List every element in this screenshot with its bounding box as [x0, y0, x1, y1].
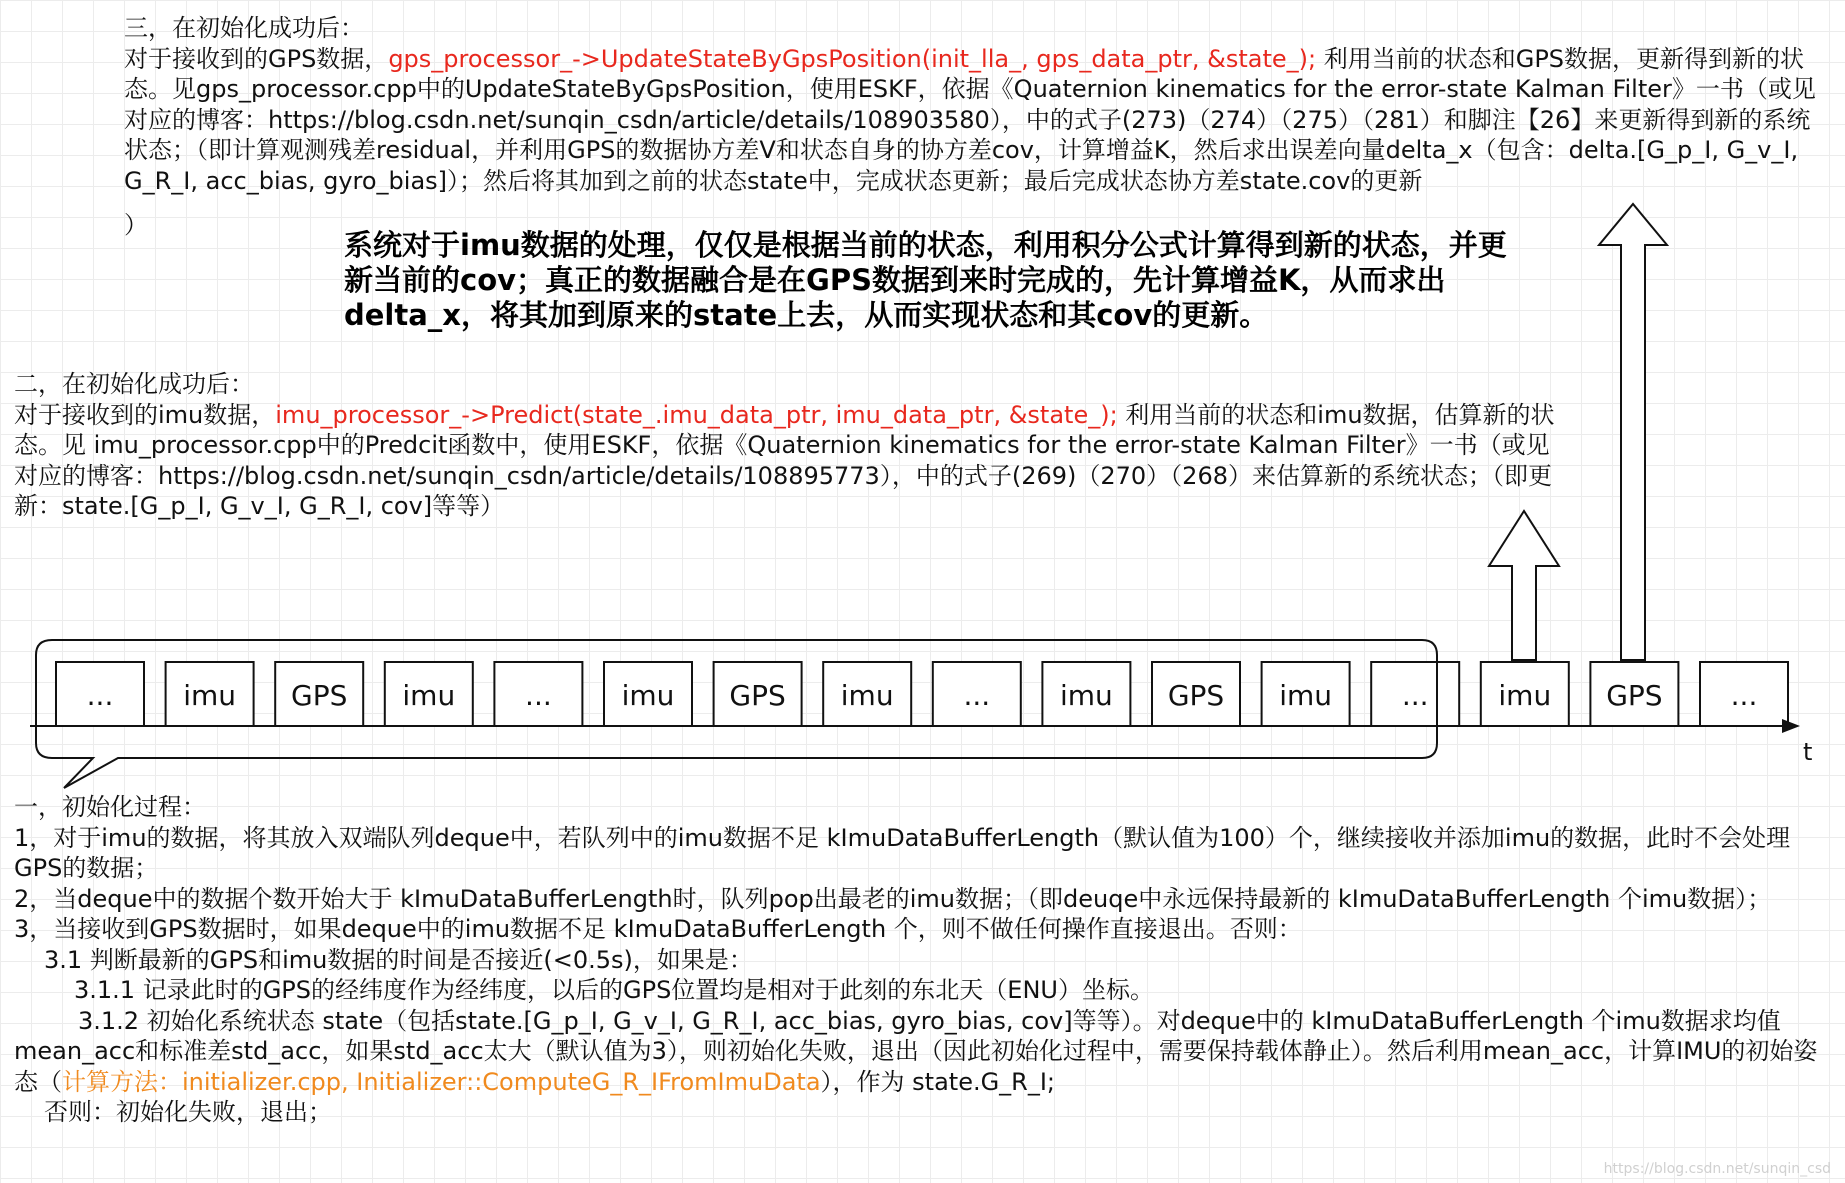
- imu-predict-arrow: [1489, 511, 1559, 660]
- gps-update-arrow: [1599, 204, 1667, 660]
- timeline-cell-label: imu: [1498, 679, 1552, 712]
- section3-body: 利用当前的状态和GPS数据，更新得到新的状态。见gps_processor.cpp中的UpdateStateByGpsPosition，使用ESKF，依据《Quaternion kinematics for the error-state Kalman Filter》一书（或见对应的博客：https://blog.csdn.net/sunqin_csdn/article/details/108903580），中的式子(273)（274）（275）（281）和脚注【26】来更新得到新的系统状态；（即计算观测残差residual，并利用GPS的数据协方差V和状态自身的协方差cov，计算增益K，然后求出误差向量delta_x（包含：delta.[G_p_I, G_v_I, G_R_I, acc_bias, gyro_bias]）；然后将其加到之前的状态state中，完成状态更新；最后完成状态协方差state.cov的更新: [124, 44, 1816, 195]
- timeline-cell-label: ...: [1730, 679, 1758, 712]
- timeline-cell-label: imu: [840, 679, 894, 712]
- section1-item-3: 3，当接收到GPS数据时，如果deque中的imu数据不足 kImuDataBufferLength 个，则不做任何操作直接退出。否则：: [14, 915, 1302, 943]
- timeline-cell-label: imu: [183, 679, 237, 712]
- watermark: https://blog.csdn.net/sunqin_csd: [1603, 1161, 1831, 1177]
- section1-item-3-1-2-text-b: ），作为 state.G_R_I;: [820, 1067, 1056, 1096]
- timeline-cell-label: GPS: [729, 679, 786, 712]
- section1-item-3-1-2-code: 计算方法：initializer.cpp, Initializer::ComputeG_R_IFromImuData: [62, 1067, 821, 1096]
- section1-heading: 一，初始化过程：: [14, 793, 206, 821]
- time-axis-arrowhead: [1782, 719, 1800, 733]
- timeline-cell-label: ...: [525, 679, 552, 712]
- section2-heading: 二，在初始化成功后：: [14, 370, 254, 398]
- section3-closing: ）: [124, 211, 148, 239]
- section3-lead: 对于接收到的GPS数据，: [124, 44, 389, 73]
- timeline-cell-label: GPS: [1606, 679, 1663, 712]
- section1-text: [14, 792, 1832, 1128]
- section1-item-2: 2，当deque中的数据个数开始大于 kImuDataBufferLength时，队列pop出最老的imu数据；（即deuqe中永远保持最新的 kImuDataBufferLength 个imu数据）；: [14, 884, 1772, 913]
- section3-heading: 三，在初始化成功后：: [124, 14, 364, 42]
- section2-code: imu_processor_->Predict(state_.imu_data_ptr, imu_data_ptr, &state_);: [275, 400, 1118, 429]
- section1-item-1: 1，对于imu的数据，将其放入双端队列deque中，若队列中的imu数据不足 kImuDataBufferLength（默认值为100）个，继续接收并添加imu的数据，此时不会处理GPS的数据；: [14, 823, 1791, 882]
- section3-code: gps_processor_->UpdateStateByGpsPosition(init_lla_, gps_data_ptr, &state_);: [388, 44, 1317, 73]
- timeline-cell-label: imu: [1059, 679, 1113, 712]
- section1-item-3-1-2-text-a: 3.1.2 初始化系统状态 state（包括state.[G_p_I, G_v_I, G_R_I, acc_bias, gyro_bias, cov]等等）。对deque中的 kImuDataBufferLength 个imu数据求均值mean_acc和标准差std_acc，如果std_acc太大（默认值为3），则初始化失败，退出（因此初始化过程中，需要保持载体静止）。然后利用mean_acc，计算IMU的初始姿态（: [14, 1006, 1818, 1096]
- time-axis-label: t: [1803, 738, 1813, 766]
- section1-item-3-1: 3.1 判断最新的GPS和imu数据的时间是否接近(<0.5s)，如果是：: [44, 945, 753, 974]
- summary-text: 系统对于imu数据的处理，仅仅是根据当前的状态，利用积分公式计算得到新的状态，并更新当前的cov；真正的数据融合是在GPS数据到来时完成的，先计算增益K，从而求出delta_x，将其加到原来的state上去，从而实现状态和其cov的更新。: [344, 228, 1507, 332]
- timeline-cell-label: ...: [86, 679, 114, 712]
- timeline-cells: [56, 662, 1788, 726]
- timeline-cell-label: imu: [621, 679, 675, 712]
- timeline-cell-label: GPS: [291, 679, 348, 712]
- timeline-cell-label: ...: [1401, 679, 1429, 712]
- timeline-cell-label: imu: [402, 679, 456, 712]
- section1-else: 否则：初始化失败，退出；: [44, 1098, 332, 1126]
- section1-item-3-1-1: 3.1.1 记录此时的GPS的经纬度作为经纬度，以后的GPS位置均是相对于此刻的东北天（ENU）坐标。: [74, 976, 1154, 1004]
- section2-lead: 对于接收到的imu数据，: [14, 400, 276, 429]
- timeline-cell-label: ...: [963, 679, 991, 712]
- section2-body: 利用当前的状态和imu数据，估算新的状态。见 imu_processor.cpp中的Predcit函数中，使用ESKF，依据《Quaternion kinematics for the error-state Kalman Filter》一书（或见对应的博客：https://blog.csdn.net/sunqin_csdn/article/details/108895773），中的式子(269)（270）（268）来估算新的系统状态；（即更新：state.[G_p_I, G_v_I, G_R_I, cov]等等）: [14, 400, 1555, 520]
- timeline-cell-label: GPS: [1167, 679, 1225, 712]
- section1-item-3-1-2: [14, 1006, 1832, 1098]
- timeline-cell-label: imu: [1279, 679, 1333, 712]
